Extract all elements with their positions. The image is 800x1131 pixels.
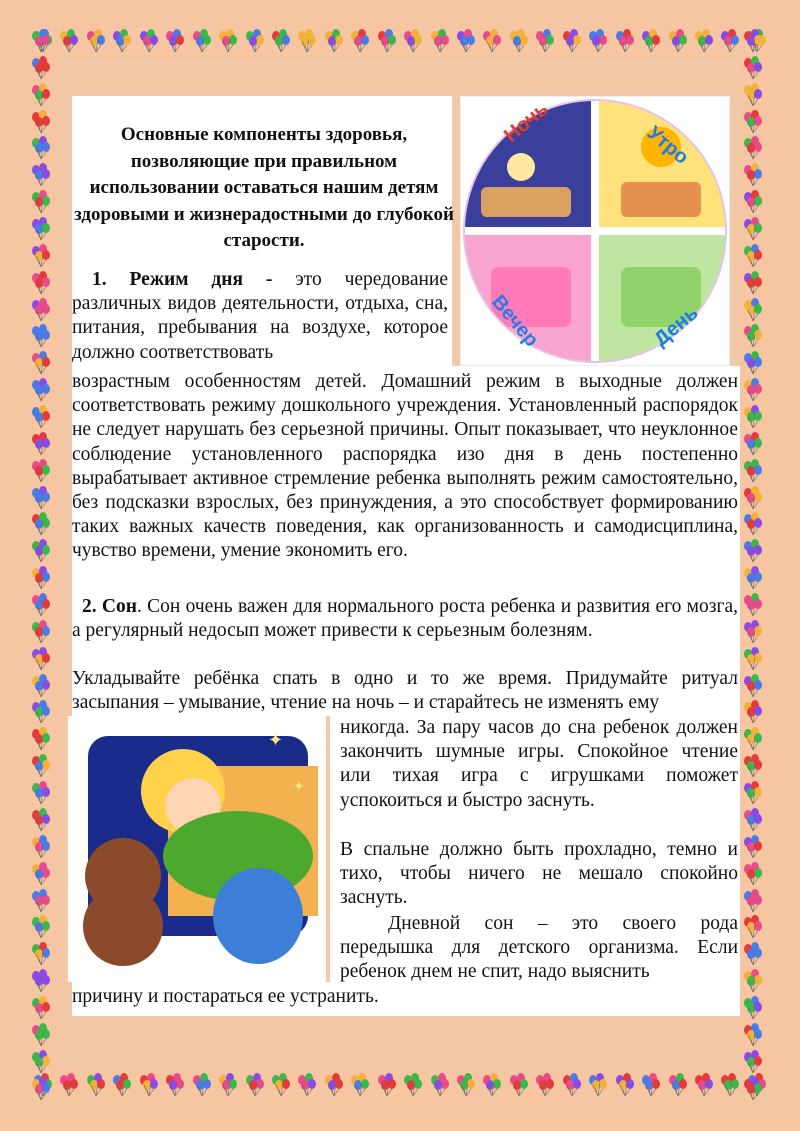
balloon-icon [83,1072,109,1098]
balloon-icon [400,1072,426,1098]
balloon-icon [109,28,135,54]
balloon-icon [28,995,54,1021]
balloon-icon [740,673,766,699]
section1-heading: 1. Режим дня - [92,269,273,290]
balloon-icon [479,1072,505,1098]
balloon-icon [740,323,766,349]
balloon-icon [740,243,766,269]
balloon-icon [740,726,766,752]
balloon-icon [136,28,162,54]
balloon-icon [506,28,532,54]
balloon-icon [532,28,558,54]
balloon-icon [427,1072,453,1098]
label-morning: Утро [642,121,693,169]
balloon-icon [740,1049,766,1075]
balloon-icon [740,162,766,188]
balloon-icon [453,28,479,54]
balloon-icon [28,619,54,645]
balloon-icon [28,780,54,806]
balloon-icon [740,780,766,806]
label-night: Ночь [500,97,553,147]
balloon-icon [740,968,766,994]
balloon-icon [585,1072,611,1098]
balloon-icon [294,1072,320,1098]
star-icon: ✦ [293,780,305,795]
balloon-icon [374,1072,400,1098]
balloon-icon [294,28,320,54]
balloon-icon [740,511,766,537]
balloon-icon [532,1072,558,1098]
label-evening: Вечер [487,291,543,352]
balloon-icon [189,28,215,54]
sleeping-child-image [68,716,326,982]
balloon-icon [740,1076,766,1102]
balloon-icon [585,28,611,54]
balloon-icon [740,216,766,242]
section2-paragraph-continued: никогда. За пару часов до сна ребенок должен закончить шумные игры. Спокойное чтение или тихая игра с игрушками поможет успокоиться и быстро заснуть. [340,717,738,811]
balloon-icon [740,619,766,645]
balloon-icon [740,914,766,940]
balloon-icon [427,28,453,54]
balloon-icon [740,135,766,161]
balloon-icon [400,28,426,54]
balloon-icon [740,538,766,564]
section2-nap-paragraph: Дневной сон – это своего рода передышка для детского организма. Если ребенок днем не спит, надо выяснить [340,913,738,983]
section2-bedroom-paragraph: В спальне должно быть прохладно, темно и тихо, чтобы ничего не мешало спокойно заснуть. [340,839,738,909]
balloon-icon [28,350,54,376]
balloon-icon [83,28,109,54]
balloon-icon [740,861,766,887]
balloon-icon [612,28,638,54]
balloon-icon [28,861,54,887]
balloon-icon [162,1072,188,1098]
balloon-icon [740,109,766,135]
balloon-icon [268,28,294,54]
balloon-icon [28,135,54,161]
balloon-icon [28,82,54,108]
balloon-icon [28,377,54,403]
balloon-icon [215,1072,241,1098]
balloon-icon [479,28,505,54]
balloon-icon [215,28,241,54]
balloon-icon [740,834,766,860]
balloon-border-top [30,28,770,58]
balloon-icon [28,1022,54,1048]
moon-icon [507,153,535,181]
balloon-icon [347,28,373,54]
balloon-border-left [28,28,58,1102]
balloon-icon [28,941,54,967]
balloon-border-right [740,28,770,1102]
balloon-icon [28,673,54,699]
balloon-icon [28,699,54,725]
balloon-icon [28,1076,54,1102]
bunny-toy [213,868,303,964]
balloon-icon [28,55,54,81]
balloon-icon [268,1072,294,1098]
section2-paragraph: Укладывайте ребёнка спать в одно и то же время. Придумайте ритуал засыпания – умывание, чтение на ночь – и старайтесь не изменять ему [72,668,738,714]
daily-routine-wheel-image [460,96,730,366]
balloon-icon [28,323,54,349]
balloon-icon [559,28,585,54]
balloon-icon [28,726,54,752]
balloon-icon [740,592,766,618]
balloon-icon [740,753,766,779]
balloon-icon [740,55,766,81]
balloon-icon [162,28,188,54]
balloon-icon [740,377,766,403]
balloon-icon [242,1072,268,1098]
balloon-icon [740,699,766,725]
balloon-icon [28,109,54,135]
balloon-icon [321,28,347,54]
balloon-icon [740,350,766,376]
balloon-icon [28,28,54,54]
balloon-icon [506,1072,532,1098]
balloon-icon [28,646,54,672]
section2-intro [72,595,738,643]
balloon-icon [740,995,766,1021]
balloon-icon [740,189,766,215]
balloon-icon [740,646,766,672]
balloon-icon [28,968,54,994]
balloon-icon [740,431,766,457]
page-title: Основные компоненты здоровья, позволяющие при правильном использовании оставаться нашим детям здоровыми и жизнерадостными до глубокой старости. [74,124,454,251]
balloon-icon [691,28,717,54]
balloon-icon [691,1072,717,1098]
balloon-icon [665,1072,691,1098]
balloon-icon [28,297,54,323]
balloon-icon [638,28,664,54]
balloon-icon [665,28,691,54]
balloon-icon [28,162,54,188]
balloon-icon [638,1072,664,1098]
balloon-icon [28,189,54,215]
balloon-icon [559,1072,585,1098]
balloon-icon [56,28,82,54]
balloon-icon [740,270,766,296]
balloon-icon [612,1072,638,1098]
balloon-icon [740,807,766,833]
balloon-icon [740,565,766,591]
balloon-icon [28,592,54,618]
balloon-icon [28,834,54,860]
balloon-icon [28,404,54,430]
balloon-icon [374,28,400,54]
balloon-icon [28,243,54,269]
balloon-icon [28,807,54,833]
balloon-icon [28,538,54,564]
balloon-icon [136,1072,162,1098]
balloon-icon [740,404,766,430]
balloon-border-bottom [30,1072,770,1102]
star-icon: ✦ [268,730,284,750]
balloon-icon [740,888,766,914]
balloon-icon [740,1022,766,1048]
balloon-icon [28,431,54,457]
balloon-icon [28,216,54,242]
balloon-icon [109,1072,135,1098]
balloon-icon [740,297,766,323]
balloon-icon [28,458,54,484]
label-day: День [650,301,703,351]
section2-nap-paragraph-end: причину и постараться ее устранить. [72,986,379,1007]
balloon-icon [740,82,766,108]
balloon-icon [56,1072,82,1098]
section1-intro-text: это чередование различных видов деятельности, отдыха, сна, питания, пребывания на воздухе, которое должно соответствовать [72,269,448,363]
balloon-icon [347,1072,373,1098]
section1-intro [72,268,448,365]
balloon-icon [28,753,54,779]
balloon-icon [740,458,766,484]
balloon-icon [28,1049,54,1075]
section1-body: возрастным особенностям детей. Домашний режим в выходные должен соответствовать режиму дошкольного учреждения. Установленный распорядок не следует нарушать без серьезной причины. Опыт показывает, что неуклонное соблюдение установленного распорядка изо дня в день постепенно вырабатывает активное стремление ребенка выполнять режим самостоятельно, без подсказки взрослых, без принуждения, а это способствует формированию таких важных качеств поведения, как организованность и самодисциплина, чувство времени, умение экономить его. [72,371,738,562]
balloon-icon [28,888,54,914]
balloon-icon [28,485,54,511]
balloon-icon [28,914,54,940]
balloon-icon [740,941,766,967]
section2-heading: 2. Сон [82,596,137,617]
balloon-icon [28,565,54,591]
balloon-icon [28,511,54,537]
balloon-icon [189,1072,215,1098]
balloon-icon [740,485,766,511]
balloon-icon [321,1072,347,1098]
balloon-icon [28,270,54,296]
section2-intro-text: . Сон очень важен для нормального роста ребенка и развития его мозга, а регулярный недосып может привести к серьезным болезням. [72,596,738,642]
balloon-icon [453,1072,479,1098]
balloon-icon [740,28,766,54]
balloon-icon [242,28,268,54]
